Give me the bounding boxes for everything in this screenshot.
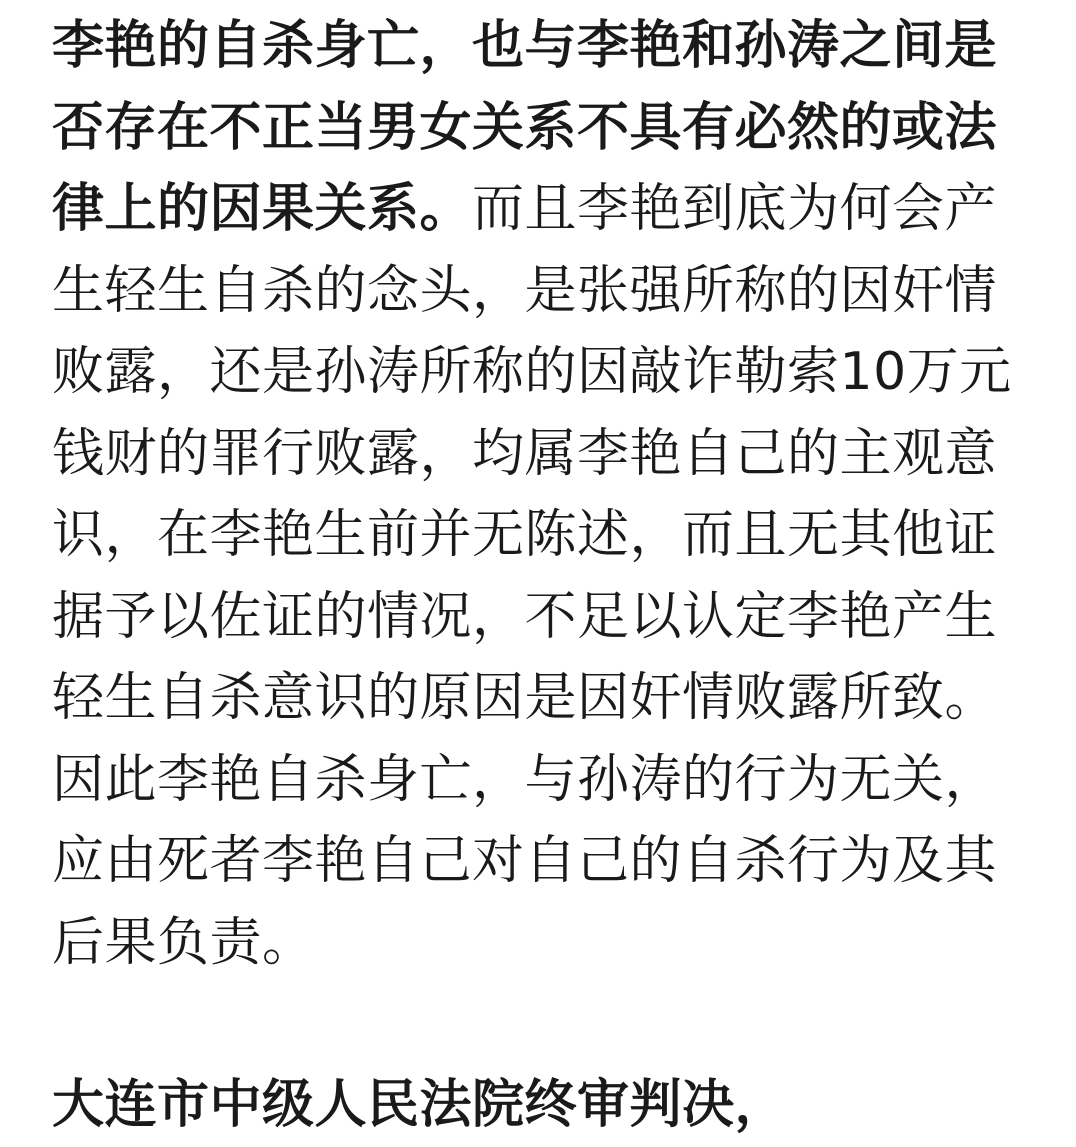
article-body [52,6,1042,1147]
judgment-paragraph [52,6,1042,984]
paragraph-spacer [52,984,1042,1065]
court-verdict-heading: 大连市中级人民法院终审判决， [52,1075,788,1135]
body-text: 而且李艳到底为何会产生轻生自杀的念头，是张强所称的因奸情败露，还是孙涛所称的因敲诈勒索10万元钱财的罪行败露，均属李艳自己的主观意识，在李艳生前并无陈述，而且无其他证据予以佐证的情况，不足以认定李艳产生轻生自杀意识的原因是因奸情败露所致。因此李艳自杀身亡，与孙涛的行为无关，应由死者李艳自己对自己的自杀行为及其后果负责。 [52,179,1012,973]
bold-text: 李艳的自杀身亡，也与李艳和孙涛之间是否存在不正当男女关系不具有必然的或法律上的因果关系。 [52,16,998,239]
